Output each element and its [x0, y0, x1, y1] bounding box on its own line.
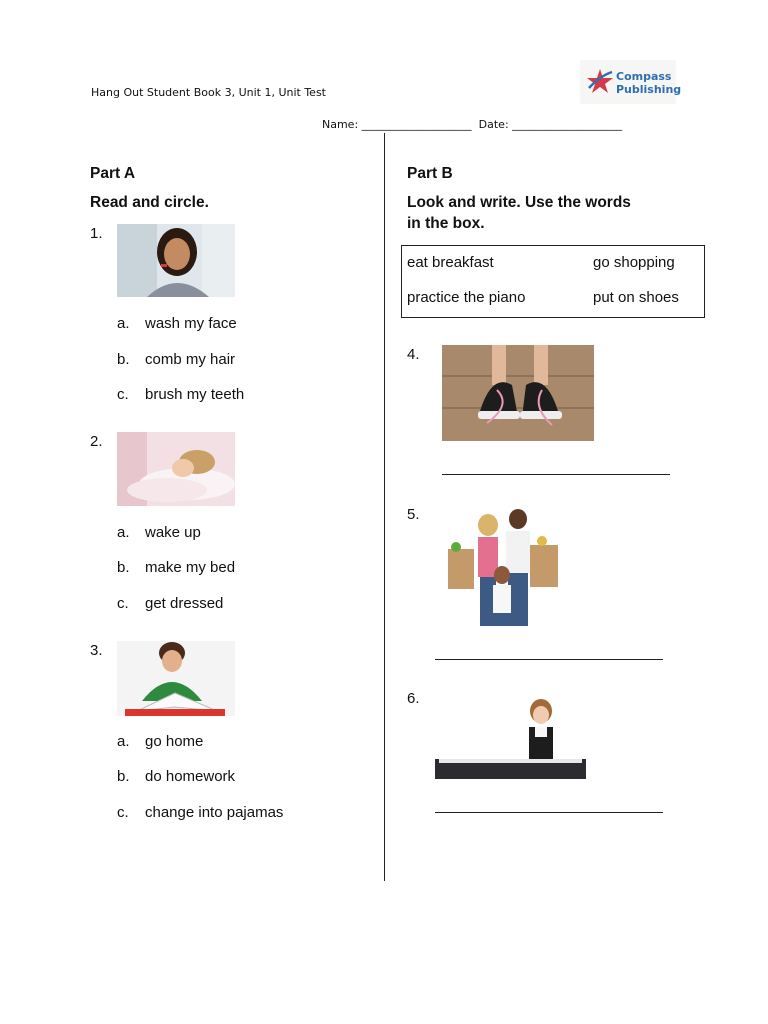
boy-reading-book-photo — [117, 641, 235, 716]
question-number: 5. — [407, 506, 420, 523]
name-date-fields: Name: ____________________ Date: ____________________ — [322, 118, 623, 131]
answer-line[interactable] — [442, 474, 670, 475]
word-box-item: eat breakfast — [407, 254, 494, 271]
question-number: 2. — [90, 433, 103, 450]
girl-sleeping-in-bed-photo — [117, 432, 235, 506]
part-b-instruction-line-2: in the box. — [407, 215, 485, 232]
list-item[interactable]: b. comb my hair — [117, 351, 236, 368]
list-item[interactable]: a. go home — [117, 733, 204, 750]
family-with-grocery-bags-photo — [436, 505, 570, 626]
list-item[interactable]: b. make my bed — [117, 559, 236, 576]
list-item[interactable]: a. wake up — [117, 524, 201, 541]
question-number: 6. — [407, 690, 420, 707]
list-item[interactable]: c. brush my teeth — [117, 386, 245, 403]
girl-brushing-teeth-photo — [117, 224, 235, 297]
part-b-title: Part B — [407, 165, 453, 182]
list-item[interactable]: c. change into pajamas — [117, 804, 284, 821]
tying-sneakers-photo — [442, 345, 594, 441]
question-number: 1. — [90, 225, 103, 242]
part-a-instruction: Read and circle. — [90, 194, 209, 211]
star-logo-icon — [586, 68, 614, 94]
word-box — [401, 245, 705, 318]
document-header: Hang Out Student Book 3, Unit 1, Unit Test — [91, 86, 326, 99]
answer-line[interactable] — [435, 812, 663, 813]
compass-publishing-logo — [580, 60, 682, 104]
list-item[interactable]: a. wash my face — [117, 315, 237, 332]
word-box-item: put on shoes — [593, 289, 679, 306]
list-item[interactable]: b. do homework — [117, 768, 236, 785]
list-item[interactable]: c. get dressed — [117, 595, 224, 612]
part-a-title: Part A — [90, 165, 136, 182]
column-divider — [384, 133, 385, 881]
part-b-instruction-line-1: Look and write. Use the words — [407, 194, 631, 211]
logo-line-2: Publishing — [616, 83, 682, 96]
answer-line[interactable] — [435, 659, 663, 660]
word-box-item: practice the piano — [407, 289, 526, 306]
logo-line-1: Compass — [616, 70, 672, 83]
question-number: 3. — [90, 642, 103, 659]
girl-playing-keyboard-photo — [435, 695, 586, 779]
word-box-item: go shopping — [593, 254, 675, 271]
question-number: 4. — [407, 346, 420, 363]
